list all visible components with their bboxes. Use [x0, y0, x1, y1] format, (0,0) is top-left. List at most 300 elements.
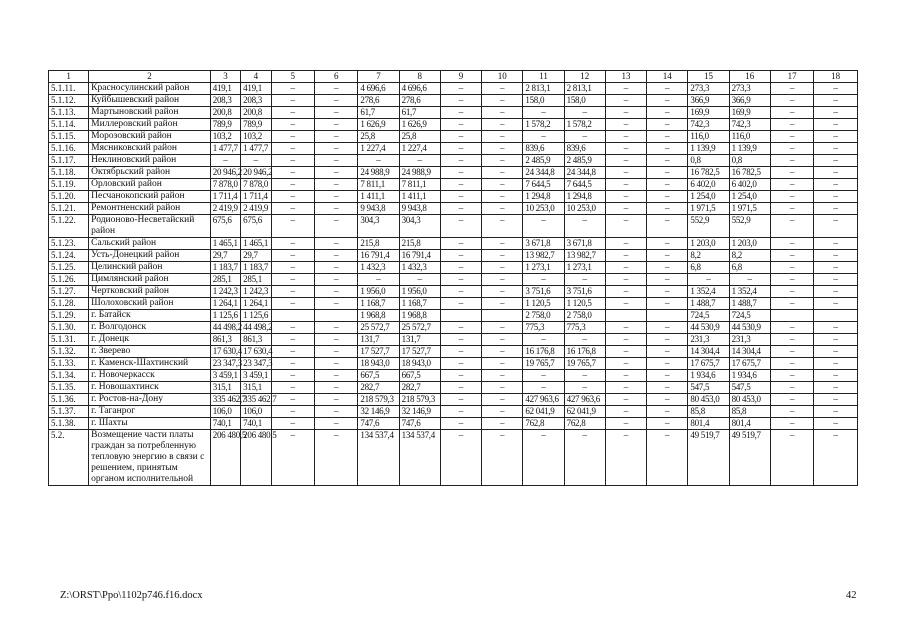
value-cell: –	[605, 203, 646, 215]
value-cell: –	[770, 406, 813, 418]
column-number: 10	[482, 71, 523, 83]
value-cell: 131,7	[399, 334, 440, 346]
value-cell: –	[647, 298, 688, 310]
table-row	[49, 143, 858, 155]
value-cell: –	[440, 191, 481, 203]
value-cell: –	[482, 131, 523, 143]
row-code: 5.1.29.	[49, 310, 89, 322]
value-cell: 4 696,6	[358, 83, 399, 95]
value-cell: –	[814, 107, 858, 119]
value-cell: –	[605, 382, 646, 394]
value-cell: 789,9	[241, 119, 271, 131]
value-cell: 1 294,8	[523, 191, 564, 203]
value-cell: –	[271, 203, 314, 215]
value-cell: –	[814, 143, 858, 155]
value-cell: 1 626,9	[358, 119, 399, 131]
row-code: 5.1.33.	[49, 358, 89, 370]
value-cell: 61,7	[358, 107, 399, 119]
value-cell: –	[605, 274, 646, 286]
value-cell: 206 480,5	[210, 430, 240, 486]
value-cell: –	[482, 250, 523, 262]
value-cell: –	[605, 334, 646, 346]
value-cell: 25 572,7	[358, 322, 399, 334]
value-cell: 49 519,7	[729, 430, 770, 486]
table-row	[49, 274, 858, 286]
row-code: 5.1.26.	[49, 274, 89, 286]
value-cell: 1 488,7	[729, 298, 770, 310]
value-cell: 6 402,0	[729, 179, 770, 191]
value-cell: 231,3	[688, 334, 729, 346]
value-cell: –	[314, 167, 357, 179]
value-cell: –	[770, 418, 813, 430]
value-cell: 18 943,0	[399, 358, 440, 370]
value-cell: –	[647, 143, 688, 155]
row-name: Целинский район	[89, 262, 211, 274]
value-cell: –	[271, 274, 314, 286]
table-row	[49, 334, 858, 346]
value-cell: –	[271, 430, 314, 486]
value-cell: –	[271, 406, 314, 418]
value-cell: 85,8	[688, 406, 729, 418]
column-number: 7	[358, 71, 399, 83]
value-cell: 2 758,0	[523, 310, 564, 322]
value-cell: –	[564, 370, 605, 382]
row-name: г. Новочеркасск	[89, 370, 211, 382]
value-cell: 278,6	[399, 95, 440, 107]
value-cell: –	[647, 358, 688, 370]
value-cell: –	[770, 346, 813, 358]
row-name: Чертковский район	[89, 286, 211, 298]
row-name: Цимлянский район	[89, 274, 211, 286]
value-cell: 1 264,1	[210, 298, 240, 310]
value-cell: –	[482, 394, 523, 406]
value-cell: 315,1	[210, 382, 240, 394]
value-cell: 158,0	[564, 95, 605, 107]
value-cell: 1 432,3	[358, 262, 399, 274]
value-cell: –	[482, 203, 523, 215]
value-cell: 7 811,1	[358, 179, 399, 191]
value-cell: –	[482, 179, 523, 191]
value-cell: 547,5	[688, 382, 729, 394]
value-cell: –	[271, 83, 314, 95]
value-cell: –	[605, 107, 646, 119]
value-cell: –	[814, 406, 858, 418]
value-cell: 7 878,0	[241, 179, 271, 191]
row-name: г. Батайск	[89, 310, 211, 322]
value-cell: 1 411,1	[399, 191, 440, 203]
value-cell: 32 146,9	[358, 406, 399, 418]
value-cell: –	[523, 215, 564, 238]
value-cell: –	[440, 179, 481, 191]
value-cell: 16 791,4	[358, 250, 399, 262]
value-cell: 44 530,9	[729, 322, 770, 334]
value-cell: 1 968,8	[399, 310, 440, 322]
row-name: г. Таганрог	[89, 406, 211, 418]
value-cell: –	[814, 215, 858, 238]
value-cell: –	[770, 95, 813, 107]
row-name: Сальский район	[89, 238, 211, 250]
value-cell: 3 751,6	[523, 286, 564, 298]
column-number: 13	[605, 71, 646, 83]
value-cell: 1 120,5	[564, 298, 605, 310]
value-cell: 740,1	[210, 418, 240, 430]
value-cell: –	[440, 95, 481, 107]
value-cell: 1 626,9	[399, 119, 440, 131]
value-cell: –	[564, 334, 605, 346]
table-row	[49, 418, 858, 430]
value-cell: 775,3	[564, 322, 605, 334]
value-cell: –	[314, 418, 357, 430]
value-cell: –	[814, 370, 858, 382]
row-code: 5.1.28.	[49, 298, 89, 310]
value-cell: –	[770, 262, 813, 274]
value-cell: –	[440, 274, 481, 286]
value-cell: –	[271, 131, 314, 143]
value-cell: –	[647, 107, 688, 119]
row-name: Октябрьский район	[89, 167, 211, 179]
value-cell: 1 968,8	[358, 310, 399, 322]
value-cell: –	[770, 334, 813, 346]
value-cell: 1 488,7	[688, 298, 729, 310]
value-cell: –	[271, 155, 314, 167]
table-row	[49, 155, 858, 167]
value-cell: –	[523, 334, 564, 346]
value-cell: 1 711,4	[241, 191, 271, 203]
value-cell: –	[271, 346, 314, 358]
value-cell: 9 943,8	[358, 203, 399, 215]
value-cell	[770, 310, 813, 322]
row-name: Родионово-Несветайский район	[89, 215, 211, 238]
value-cell: 335 462,7	[210, 394, 240, 406]
value-cell: –	[647, 430, 688, 486]
value-cell: –	[605, 418, 646, 430]
row-name: г. Донецк	[89, 334, 211, 346]
row-code: 5.1.16.	[49, 143, 89, 155]
value-cell: –	[271, 370, 314, 382]
value-cell: 20 946,2	[210, 167, 240, 179]
value-cell: –	[440, 346, 481, 358]
value-cell: 61,7	[399, 107, 440, 119]
row-code: 5.1.17.	[49, 155, 89, 167]
value-cell: –	[564, 215, 605, 238]
value-cell: –	[440, 418, 481, 430]
column-number: 4	[241, 71, 271, 83]
value-cell: –	[647, 346, 688, 358]
value-cell: 218 579,3	[399, 394, 440, 406]
row-code: 5.1.37.	[49, 406, 89, 418]
value-cell: 747,6	[358, 418, 399, 430]
table-row	[49, 83, 858, 95]
value-cell: 1 956,0	[358, 286, 399, 298]
value-cell: –	[647, 95, 688, 107]
value-cell: –	[482, 406, 523, 418]
row-code: 5.1.27.	[49, 286, 89, 298]
value-cell: 0,8	[688, 155, 729, 167]
table-row	[49, 322, 858, 334]
value-cell: –	[271, 286, 314, 298]
value-cell: 747,6	[399, 418, 440, 430]
value-cell: 169,9	[688, 107, 729, 119]
value-cell: –	[770, 370, 813, 382]
value-cell: 131,7	[358, 334, 399, 346]
value-cell: 1 273,1	[523, 262, 564, 274]
value-cell: –	[770, 119, 813, 131]
row-name: г. Зверево	[89, 346, 211, 358]
value-cell: 23 347,3	[210, 358, 240, 370]
value-cell: 3 671,8	[523, 238, 564, 250]
value-cell: –	[482, 95, 523, 107]
value-cell: –	[440, 298, 481, 310]
table-row	[49, 358, 858, 370]
value-cell: 762,8	[523, 418, 564, 430]
value-cell: –	[770, 298, 813, 310]
column-number: 5	[271, 71, 314, 83]
value-cell: –	[647, 334, 688, 346]
value-cell: 7 878,0	[210, 179, 240, 191]
table-header-row	[49, 71, 858, 83]
value-cell: 2 758,0	[564, 310, 605, 322]
value-cell: –	[564, 430, 605, 486]
value-cell: 1 477,7	[241, 143, 271, 155]
value-cell: –	[814, 203, 858, 215]
value-cell: 366,9	[729, 95, 770, 107]
value-cell: 16 791,4	[399, 250, 440, 262]
value-cell: –	[814, 298, 858, 310]
value-cell: –	[271, 358, 314, 370]
value-cell: –	[482, 370, 523, 382]
value-cell: 24 988,9	[399, 167, 440, 179]
value-cell: –	[647, 83, 688, 95]
value-cell: –	[814, 250, 858, 262]
value-cell: –	[564, 107, 605, 119]
value-cell: –	[314, 394, 357, 406]
value-cell: 10 253,0	[523, 203, 564, 215]
value-cell: 1 432,3	[399, 262, 440, 274]
row-name: Куйбышевский район	[89, 95, 211, 107]
table-row	[49, 167, 858, 179]
column-number: 15	[688, 71, 729, 83]
row-code: 5.1.31.	[49, 334, 89, 346]
value-cell: –	[314, 274, 357, 286]
value-cell: 1 120,5	[523, 298, 564, 310]
value-cell: –	[647, 250, 688, 262]
value-cell: –	[271, 191, 314, 203]
value-cell: –	[314, 107, 357, 119]
value-cell: –	[605, 430, 646, 486]
value-cell: 675,6	[241, 215, 271, 238]
value-cell: –	[647, 238, 688, 250]
value-cell: –	[814, 155, 858, 167]
value-cell: 1 273,1	[564, 262, 605, 274]
value-cell: –	[482, 430, 523, 486]
value-cell: –	[271, 107, 314, 119]
value-cell: –	[770, 155, 813, 167]
value-cell: 3 459,1	[210, 370, 240, 382]
value-cell: 1 227,4	[399, 143, 440, 155]
value-cell: –	[770, 131, 813, 143]
value-cell: 7 644,5	[523, 179, 564, 191]
value-cell: 158,0	[523, 95, 564, 107]
value-cell	[647, 310, 688, 322]
value-cell: –	[605, 322, 646, 334]
value-cell: –	[647, 191, 688, 203]
value-cell: 16 176,8	[523, 346, 564, 358]
value-cell: 17 527,7	[399, 346, 440, 358]
value-cell: 547,5	[729, 382, 770, 394]
value-cell: 44 498,2	[210, 322, 240, 334]
value-cell: 134 537,4	[399, 430, 440, 486]
value-cell: –	[814, 382, 858, 394]
value-cell: –	[271, 394, 314, 406]
value-cell: 1 294,8	[564, 191, 605, 203]
value-cell: 419,1	[241, 83, 271, 95]
value-cell: 273,3	[688, 83, 729, 95]
value-cell: 1 352,4	[729, 286, 770, 298]
value-cell: –	[605, 167, 646, 179]
value-cell: –	[314, 262, 357, 274]
value-cell: 315,1	[241, 382, 271, 394]
row-name: Морозовский район	[89, 131, 211, 143]
value-cell: –	[314, 238, 357, 250]
value-cell: –	[314, 131, 357, 143]
column-number: 16	[729, 71, 770, 83]
row-code: 5.1.34.	[49, 370, 89, 382]
value-cell: –	[770, 394, 813, 406]
value-cell: –	[814, 394, 858, 406]
value-cell: 80 453,0	[688, 394, 729, 406]
value-cell: 2 813,1	[564, 83, 605, 95]
value-cell: –	[314, 179, 357, 191]
value-cell: 7 811,1	[399, 179, 440, 191]
value-cell: 304,3	[358, 215, 399, 238]
row-name: Ремонтненский район	[89, 203, 211, 215]
value-cell: 1 971,5	[729, 203, 770, 215]
value-cell: –	[482, 238, 523, 250]
value-cell: 724,5	[688, 310, 729, 322]
value-cell: 169,9	[729, 107, 770, 119]
value-cell: –	[770, 322, 813, 334]
value-cell: 801,4	[688, 418, 729, 430]
value-cell: 801,4	[729, 418, 770, 430]
value-cell: 103,2	[241, 131, 271, 143]
value-cell: –	[482, 143, 523, 155]
value-cell: –	[271, 215, 314, 238]
value-cell: –	[523, 131, 564, 143]
value-cell: –	[271, 418, 314, 430]
value-cell: 16 176,8	[564, 346, 605, 358]
value-cell: 8,2	[688, 250, 729, 262]
value-cell: –	[605, 191, 646, 203]
value-cell: 366,9	[688, 95, 729, 107]
value-cell: –	[482, 286, 523, 298]
column-number: 2	[89, 71, 211, 83]
value-cell: 1 411,1	[358, 191, 399, 203]
value-cell: 1 934,6	[729, 370, 770, 382]
value-cell: 116,0	[729, 131, 770, 143]
row-code: 5.1.36.	[49, 394, 89, 406]
value-cell: –	[440, 131, 481, 143]
value-cell: –	[271, 334, 314, 346]
value-cell: –	[814, 238, 858, 250]
column-number: 9	[440, 71, 481, 83]
row-name: Песчанокопский район	[89, 191, 211, 203]
value-cell: 17 675,7	[729, 358, 770, 370]
value-cell: –	[814, 286, 858, 298]
value-cell: –	[271, 167, 314, 179]
value-cell: 208,3	[241, 95, 271, 107]
value-cell: –	[770, 203, 813, 215]
column-number: 14	[647, 71, 688, 83]
value-cell: –	[814, 334, 858, 346]
value-cell: –	[814, 191, 858, 203]
value-cell: –	[523, 370, 564, 382]
value-cell: 215,8	[358, 238, 399, 250]
value-cell: –	[314, 406, 357, 418]
value-cell: –	[314, 155, 357, 167]
value-cell: 16 782,5	[729, 167, 770, 179]
value-cell: 208,3	[210, 95, 240, 107]
value-cell: –	[770, 274, 813, 286]
column-number: 8	[399, 71, 440, 83]
value-cell: –	[440, 203, 481, 215]
value-cell: –	[647, 179, 688, 191]
value-cell: 285,1	[210, 274, 240, 286]
value-cell: 19 765,7	[523, 358, 564, 370]
value-cell: 1 465,1	[210, 238, 240, 250]
value-cell: –	[482, 167, 523, 179]
row-code: 5.1.25.	[49, 262, 89, 274]
value-cell: 8,2	[729, 250, 770, 262]
value-cell: –	[605, 286, 646, 298]
value-cell: 13 982,7	[564, 250, 605, 262]
value-cell: –	[271, 238, 314, 250]
row-code: 5.1.35.	[49, 382, 89, 394]
value-cell: –	[399, 155, 440, 167]
value-cell: –	[688, 274, 729, 286]
value-cell: –	[314, 250, 357, 262]
value-cell: 29,7	[241, 250, 271, 262]
value-cell: –	[314, 358, 357, 370]
value-cell: –	[605, 346, 646, 358]
value-cell: –	[647, 370, 688, 382]
value-cell: 2 419,9	[210, 203, 240, 215]
value-cell: –	[314, 119, 357, 131]
value-cell: 3 671,8	[564, 238, 605, 250]
value-cell: –	[440, 167, 481, 179]
row-name: Мартыновский район	[89, 107, 211, 119]
value-cell: –	[440, 286, 481, 298]
value-cell: 32 146,9	[399, 406, 440, 418]
value-cell: –	[647, 262, 688, 274]
value-cell: –	[440, 250, 481, 262]
value-cell: –	[647, 394, 688, 406]
value-cell: –	[770, 286, 813, 298]
value-cell: 1 352,4	[688, 286, 729, 298]
row-code: 5.1.13.	[49, 107, 89, 119]
value-cell: –	[605, 95, 646, 107]
value-cell: –	[814, 119, 858, 131]
value-cell: 1 125,6	[210, 310, 240, 322]
value-cell: –	[482, 119, 523, 131]
value-cell: –	[314, 298, 357, 310]
value-cell: 861,3	[210, 334, 240, 346]
value-cell: –	[647, 131, 688, 143]
row-code: 5.1.23.	[49, 238, 89, 250]
value-cell: –	[814, 430, 858, 486]
row-name: г. Ростов-на-Дону	[89, 394, 211, 406]
value-cell: –	[605, 394, 646, 406]
value-cell: –	[314, 370, 357, 382]
